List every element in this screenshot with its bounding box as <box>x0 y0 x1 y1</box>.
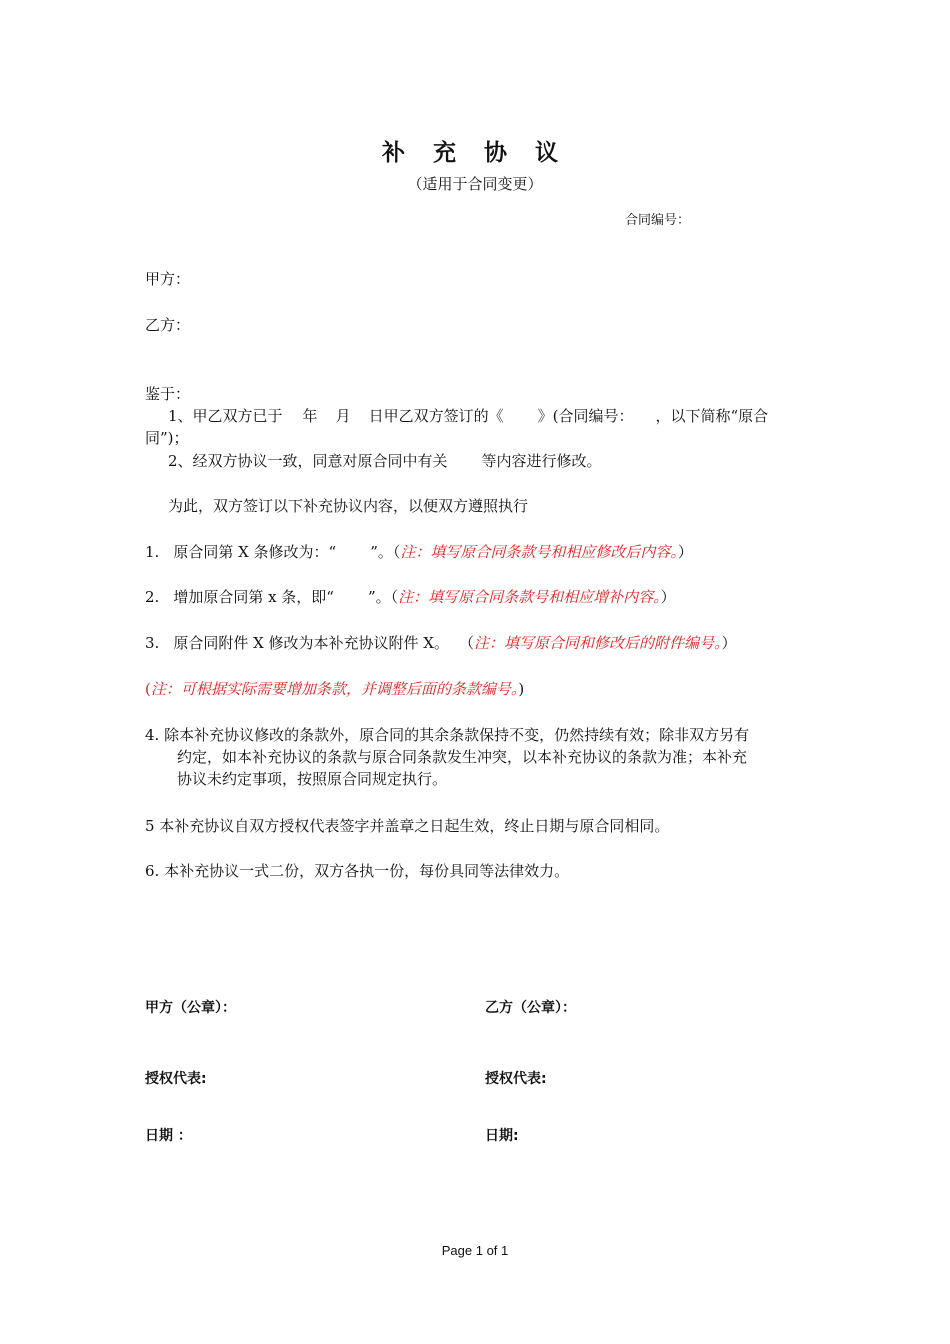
party-b-representative-label: 授权代表: <box>485 1071 547 1087</box>
clause-4-line-1: 4. 除本补充协议修改的条款外，原合同的其余条款保持不变，仍然持续有效；除非双方另有 <box>145 726 750 744</box>
party-b-date-label: 日期: <box>485 1128 519 1144</box>
clause-2-note: 注：填写原合同条款号和相应增补内容。 <box>398 588 661 606</box>
clause-3: 3. 原合同附件 X 修改为本补充协议附件 X。 （注：填写原合同和修改后的附件编号。） <box>145 634 737 652</box>
party-a-label: 甲方： <box>145 270 191 288</box>
page-number-footer: Page 1 of 1 <box>441 1243 509 1258</box>
general-note: (注：可根据实际需要增加条款，并调整后面的条款编号。) <box>145 680 525 698</box>
clause-2: 2. 增加原合同第 x 条，即“ ”。（注：填写原合同条款号和相应增补内容。） <box>145 588 676 606</box>
contract-number-label: 合同编号： <box>625 213 691 228</box>
clause-4-line-2: 约定，如本补充协议的条款与原合同条款发生冲突，以本补充协议的条款为准；本补充 <box>177 748 748 766</box>
party-b-label: 乙方： <box>145 316 191 334</box>
recital-item-1: 1、甲乙双方已于 年 月 日甲乙双方签订的《 》(合同编号： ，以下简称“原合 <box>168 407 769 425</box>
general-note-text: 注：可根据实际需要增加条款，并调整后面的条款编号。 <box>150 680 519 698</box>
recitals-intro: 鉴于： <box>145 385 191 403</box>
clause-5: 5 本补充协议自双方授权代表签字并盖章之日起生效，终止日期与原合同相同。 <box>145 817 670 835</box>
party-a-seal-label: 甲方（公章）： <box>145 1000 236 1016</box>
clause-6: 6. 本补充协议一式二份，双方各执一份，每份具同等法律效力。 <box>145 862 570 880</box>
recital-item-2: 2、经双方协议一致，同意对原合同中有关 等内容进行修改。 <box>168 452 602 470</box>
document-subtitle: （适用于合同变更） <box>407 175 543 193</box>
clause-3-note: 注：填写原合同和修改后的附件编号。 <box>474 634 722 652</box>
clause-1: 1. 原合同第 X 条修改为：“ ”。（注：填写原合同条款号和相应修改后内容。） <box>145 543 693 561</box>
document-title: 补 充 协 议 <box>381 140 569 166</box>
party-a-representative-label: 授权代表: <box>145 1071 207 1087</box>
party-a-date-label: 日期 ： <box>145 1128 192 1144</box>
clause-4-line-3: 协议未约定事项，按照原合同规定执行。 <box>177 770 448 788</box>
recitals-closing: 为此，双方签订以下补充协议内容，以便双方遵照执行 <box>168 497 529 515</box>
recital-item-1-cont: 同”)； <box>145 429 189 447</box>
party-b-seal-label: 乙方（公章）： <box>485 1000 576 1016</box>
clause-1-note: 注：填写原合同条款号和相应修改后内容。 <box>400 543 678 561</box>
